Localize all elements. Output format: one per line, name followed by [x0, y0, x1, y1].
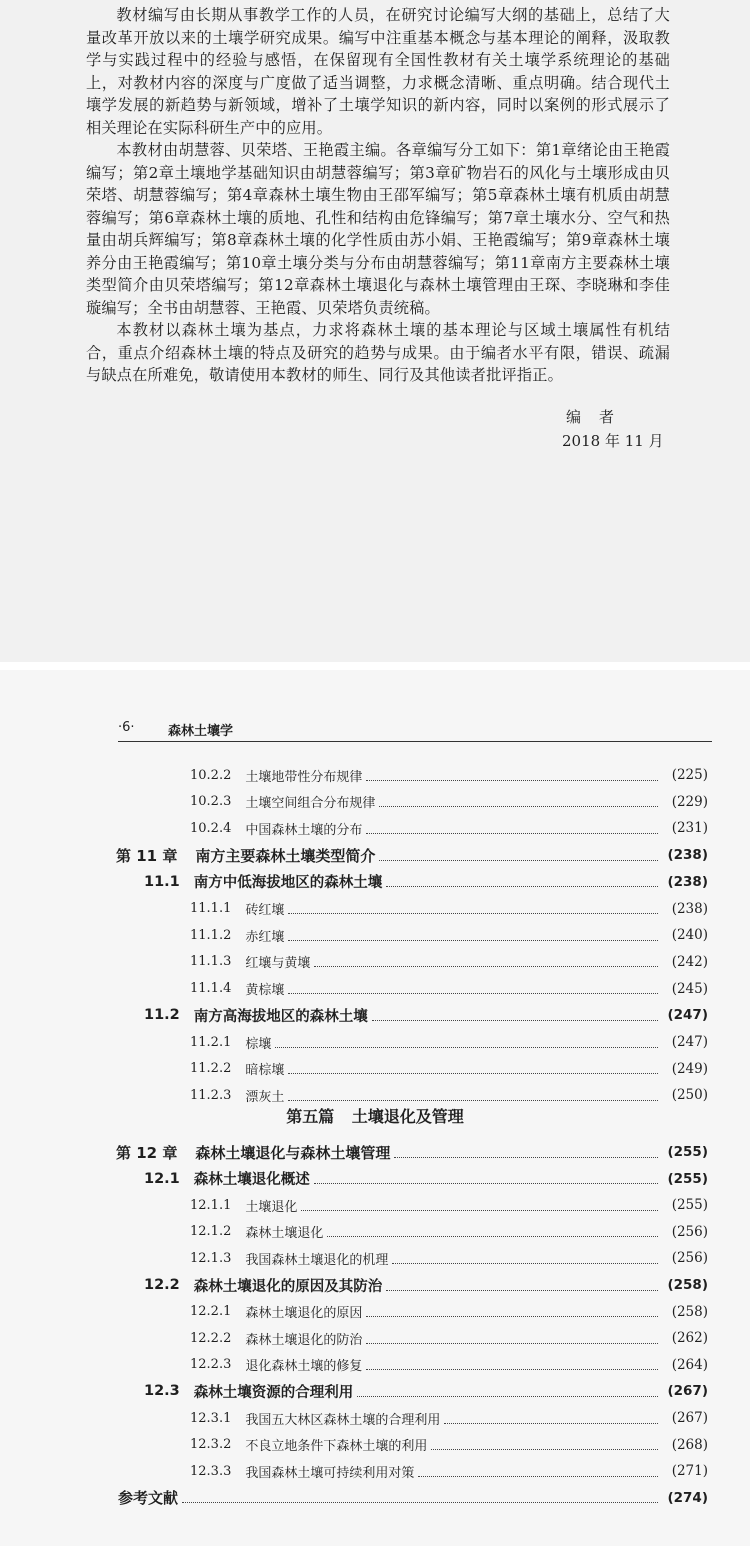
leader-dots: [301, 1200, 658, 1211]
toc-entry-number: 11.1.1: [190, 901, 232, 916]
toc-entry-number: 12.2: [144, 1277, 180, 1293]
part-title: 土壤退化及管理: [351, 1107, 464, 1126]
leader-dots: [366, 770, 658, 781]
toc-entry-number: 10.2.4: [190, 820, 232, 836]
toc-entry-page: (256): [671, 1223, 708, 1240]
toc-entry-chap: [0, 844, 750, 866]
toc-entry-title: 我国五大林区森林土壤的合理利用: [245, 1412, 441, 1428]
toc-entry-title: 我国森林土壤可持续利用对策: [245, 1465, 415, 1481]
leader-dots: [182, 1492, 658, 1503]
toc-entry-title: 南方主要森林土壤类型简介: [195, 846, 376, 865]
toc-entry-title: 棕壤: [245, 1036, 272, 1052]
leader-dots: [366, 823, 658, 834]
toc-entry-page: (245): [671, 980, 708, 997]
toc-entry-number: 12.1.3: [190, 1250, 232, 1266]
toc-entry-page: (240): [671, 927, 708, 944]
preface-signature: 编者: [566, 408, 633, 426]
toc-entry-sub: [0, 898, 750, 920]
toc-entry-title: 土壤退化: [245, 1199, 298, 1215]
toc-entry-number: 第 12 章: [116, 1143, 178, 1162]
toc-entry-page: (231): [671, 820, 708, 837]
toc-entry-number: 11.2.3: [190, 1087, 232, 1103]
toc-entry-sec: [0, 1274, 750, 1296]
preface-paragraph-2: 本教材由胡慧蓉、贝荣塔、王艳霞主编。各章编写分工如下：第1章绪论由王艳霞编写；第2章土壤地学基础知识由胡慧蓉编写；第3章矿物岩石的风化与土壤形成由贝荣塔、胡慧蓉编写；第4章森林土壤生物由王邵军编写；第5章森林土壤有机质由胡慧蓉编写；第6章森林土壤的质地、孔性和结构由危锋编写；第7章土壤水分、空气和热量由胡兵辉编写；第8章森林土壤的化学性质由苏小娟、王艳霞编写；第9章森林土壤养分由王艳霞编写；第10章土壤分类与分布由胡慧蓉编写；第11章南方主要森林土壤类型简介由贝荣塔编写；第12章森林土壤退化与森林土壤管理由王琛、李晓琳和李佳璇编写；全书由胡慧蓉、王艳霞、贝荣塔负责统稿。: [86, 141, 670, 317]
toc-entry-page: (268): [671, 1436, 708, 1453]
preface-paragraph-3: 本教材以森林土壤为基点，力求将森林土壤的基本理论与区域土壤属性有机结合，重点介绍森林土壤的特点及研究的趋势与成果。由于编者水平有限，错误、疏漏与缺点在所难免，敬请使用本教材的师生、同行及其他读者批评指正。: [86, 321, 670, 384]
toc-entry-title: 黄棕壤: [245, 983, 285, 999]
toc-entry-sub: [0, 1194, 750, 1216]
toc-entry-page: (262): [671, 1330, 708, 1347]
toc-entry-number: 12.3: [144, 1383, 180, 1400]
toc-entry-page: (271): [671, 1463, 708, 1480]
toc-entry-number: 12.3.1: [190, 1410, 232, 1426]
toc-entry-page: (247): [671, 1034, 708, 1050]
leader-dots: [394, 1147, 658, 1158]
leader-dots: [386, 1280, 658, 1291]
toc-entry-title: 砖红壤: [245, 903, 285, 918]
toc-entry-title: 参考文献: [118, 1489, 179, 1508]
toc-entry-sec: [0, 1380, 750, 1402]
leader-dots: [431, 1439, 658, 1450]
preface-paragraph-1: 教材编写由长期从事教学工作的人员，在研究讨论编写大纲的基础上，总结了大量改革开放以来的土壤学研究成果。编写中注重基本概念与基本理论的阐释，汲取教学与实践过程中的经验与感悟，在保留现有全国性教材有关土壤学系统理论的基础上，对教材内容的深度与广度做了适当调整，力求概念清晰、重点明确。结合现代土壤学发展的新趋势与新领域，增补了土壤学知识的新内容，同时以案例的形式展示了相关理论在实际科研生产中的应用。: [86, 6, 670, 137]
toc-entry-title: 不良立地条件下森林土壤的利用: [245, 1439, 428, 1455]
running-header: [118, 721, 712, 742]
leader-dots: [418, 1466, 658, 1477]
toc-entry-title: 土壤地带性分布规律: [245, 769, 363, 785]
toc-entry-title: 退化森林土壤的修复: [245, 1359, 363, 1375]
leader-dots: [288, 930, 658, 941]
toc-entry-number: 12.2.3: [190, 1357, 232, 1373]
page-number: ·6·: [118, 720, 135, 735]
leader-dots: [366, 1359, 658, 1370]
toc-entry-number: 12.2.2: [190, 1330, 232, 1346]
toc-entry-title: 森林土壤退化的防治: [245, 1332, 363, 1348]
toc-entry-page: (249): [671, 1060, 708, 1077]
leader-dots: [314, 1173, 658, 1184]
toc-entry-sub: [0, 978, 750, 1000]
toc-entry-ref: [0, 1487, 750, 1509]
toc-entry-title: 暗棕壤: [245, 1063, 285, 1079]
toc-entry-title: 南方高海拔地区的森林土壤: [193, 1008, 368, 1025]
toc-entry-page: (238): [667, 847, 708, 864]
toc-entry-number: 12.3.2: [190, 1437, 232, 1453]
toc-entry-page: (255): [667, 1144, 708, 1160]
leader-dots: [288, 903, 658, 914]
toc-entry-sub: [0, 1221, 750, 1243]
toc-entry-sub: [0, 1058, 750, 1080]
toc-entry-sub: [0, 1407, 750, 1429]
preface-date: 2018 年 11 月: [562, 432, 664, 450]
toc-entry-sub: [0, 764, 750, 786]
toc-entry-sub: [0, 817, 750, 839]
toc-entry-number: 11.1.2: [190, 927, 232, 943]
toc-entry-page: (225): [671, 767, 708, 783]
leader-dots: [314, 956, 658, 967]
toc-entry-chap: [0, 1141, 750, 1163]
toc-entry-sec: [0, 1004, 750, 1026]
toc-entry-title: 土壤空间组合分布规律: [245, 796, 376, 812]
toc-entry-page: (258): [671, 1303, 708, 1320]
leader-dots: [288, 1090, 658, 1101]
toc-entry-sub: [0, 1301, 750, 1323]
toc-entry-number: 12.3.3: [190, 1463, 232, 1479]
toc-entry-title: 森林土壤资源的合理利用: [193, 1384, 354, 1401]
toc-entry-page: (256): [671, 1250, 708, 1267]
toc-entry-sub: [0, 924, 750, 946]
toc-entry-title: 森林土壤退化与森林土壤管理: [195, 1143, 391, 1162]
toc-entry-page: (258): [667, 1277, 708, 1293]
toc-entry-title: 森林土壤退化概述: [193, 1172, 310, 1189]
toc-entry-title: 南方中低海拔地区的森林土壤: [193, 875, 383, 892]
preface-page: [0, 0, 750, 662]
toc-entry-title: 赤红壤: [245, 929, 285, 945]
toc-entry-title: 我国森林土壤退化的机理: [245, 1252, 389, 1268]
leader-dots: [366, 1306, 658, 1317]
toc-entry-title: 森林土壤退化的原因: [245, 1306, 363, 1322]
toc-entry-sub: [0, 1327, 750, 1349]
leader-dots: [357, 1386, 658, 1397]
leader-dots: [372, 1010, 658, 1021]
toc-entry-sub: [0, 1434, 750, 1456]
leader-dots: [379, 796, 658, 807]
toc-entry-sub: [0, 1247, 750, 1269]
leader-dots: [366, 1333, 658, 1344]
toc-entry-sec: [0, 871, 750, 893]
toc-entry-sub: [0, 1460, 750, 1482]
leader-dots: [444, 1413, 658, 1424]
leader-dots: [379, 850, 658, 861]
toc-entry-sub: [0, 1354, 750, 1376]
leader-dots: [288, 983, 658, 994]
part-heading: [0, 1104, 750, 1127]
leader-dots: [392, 1253, 658, 1264]
toc-entry-number: 12.1: [144, 1170, 180, 1187]
toc-entry-page: (250): [671, 1087, 708, 1104]
toc-entry-number: 11.2.2: [190, 1061, 232, 1077]
toc-entry-number: 第 11 章: [116, 846, 178, 865]
toc-entry-page: (229): [671, 793, 708, 810]
toc-entry-number: 11.1.3: [190, 954, 232, 970]
toc-entry-page: (267): [671, 1410, 708, 1426]
toc-entry-sec: [0, 1168, 750, 1190]
toc-entry-page: (274): [667, 1489, 708, 1506]
toc-entry-page: (247): [667, 1007, 708, 1024]
toc-entry-title: 漂灰土: [245, 1089, 285, 1105]
toc-entry-number: 12.1.2: [190, 1224, 232, 1240]
leader-dots: [327, 1226, 658, 1237]
toc-entry-number: 12.2.1: [190, 1304, 232, 1320]
toc-entry-sub: [0, 951, 750, 973]
toc-entry-page: (267): [667, 1383, 708, 1400]
toc-entry-title: 红壤与黄壤: [245, 956, 311, 972]
toc-entry-sub: [0, 1031, 750, 1053]
leader-dots: [386, 876, 658, 887]
book-title: 森林土壤学: [168, 724, 234, 739]
toc-entry-number: 11.2: [144, 1007, 180, 1024]
toc-entry-number: 10.2.3: [190, 794, 232, 810]
toc-entry-sub: [0, 791, 750, 813]
toc-entry-page: (255): [671, 1197, 708, 1214]
toc-entry-title: 森林土壤退化的原因及其防治: [193, 1278, 383, 1295]
toc-entry-page: (264): [671, 1356, 708, 1373]
toc-entry-number: 12.1.1: [190, 1197, 232, 1213]
toc-entry-number: 10.2.2: [190, 767, 232, 783]
toc-entry-number: 11.2.1: [190, 1034, 232, 1050]
toc-entry-title: 森林土壤退化: [245, 1226, 324, 1242]
leader-dots: [288, 1063, 658, 1074]
leader-dots: [275, 1037, 658, 1048]
toc-entry-page: (238): [671, 900, 708, 917]
toc-entry-page: (242): [671, 953, 708, 970]
toc-entry-title: 中国森林土壤的分布: [245, 822, 363, 838]
part-number: 第五篇: [286, 1107, 335, 1126]
toc-entry-number: 11.1: [144, 873, 180, 890]
toc-entry-page: (255): [667, 1170, 708, 1187]
toc-entry-page: (238): [667, 873, 708, 890]
toc-entry-number: 11.1.4: [190, 981, 232, 997]
